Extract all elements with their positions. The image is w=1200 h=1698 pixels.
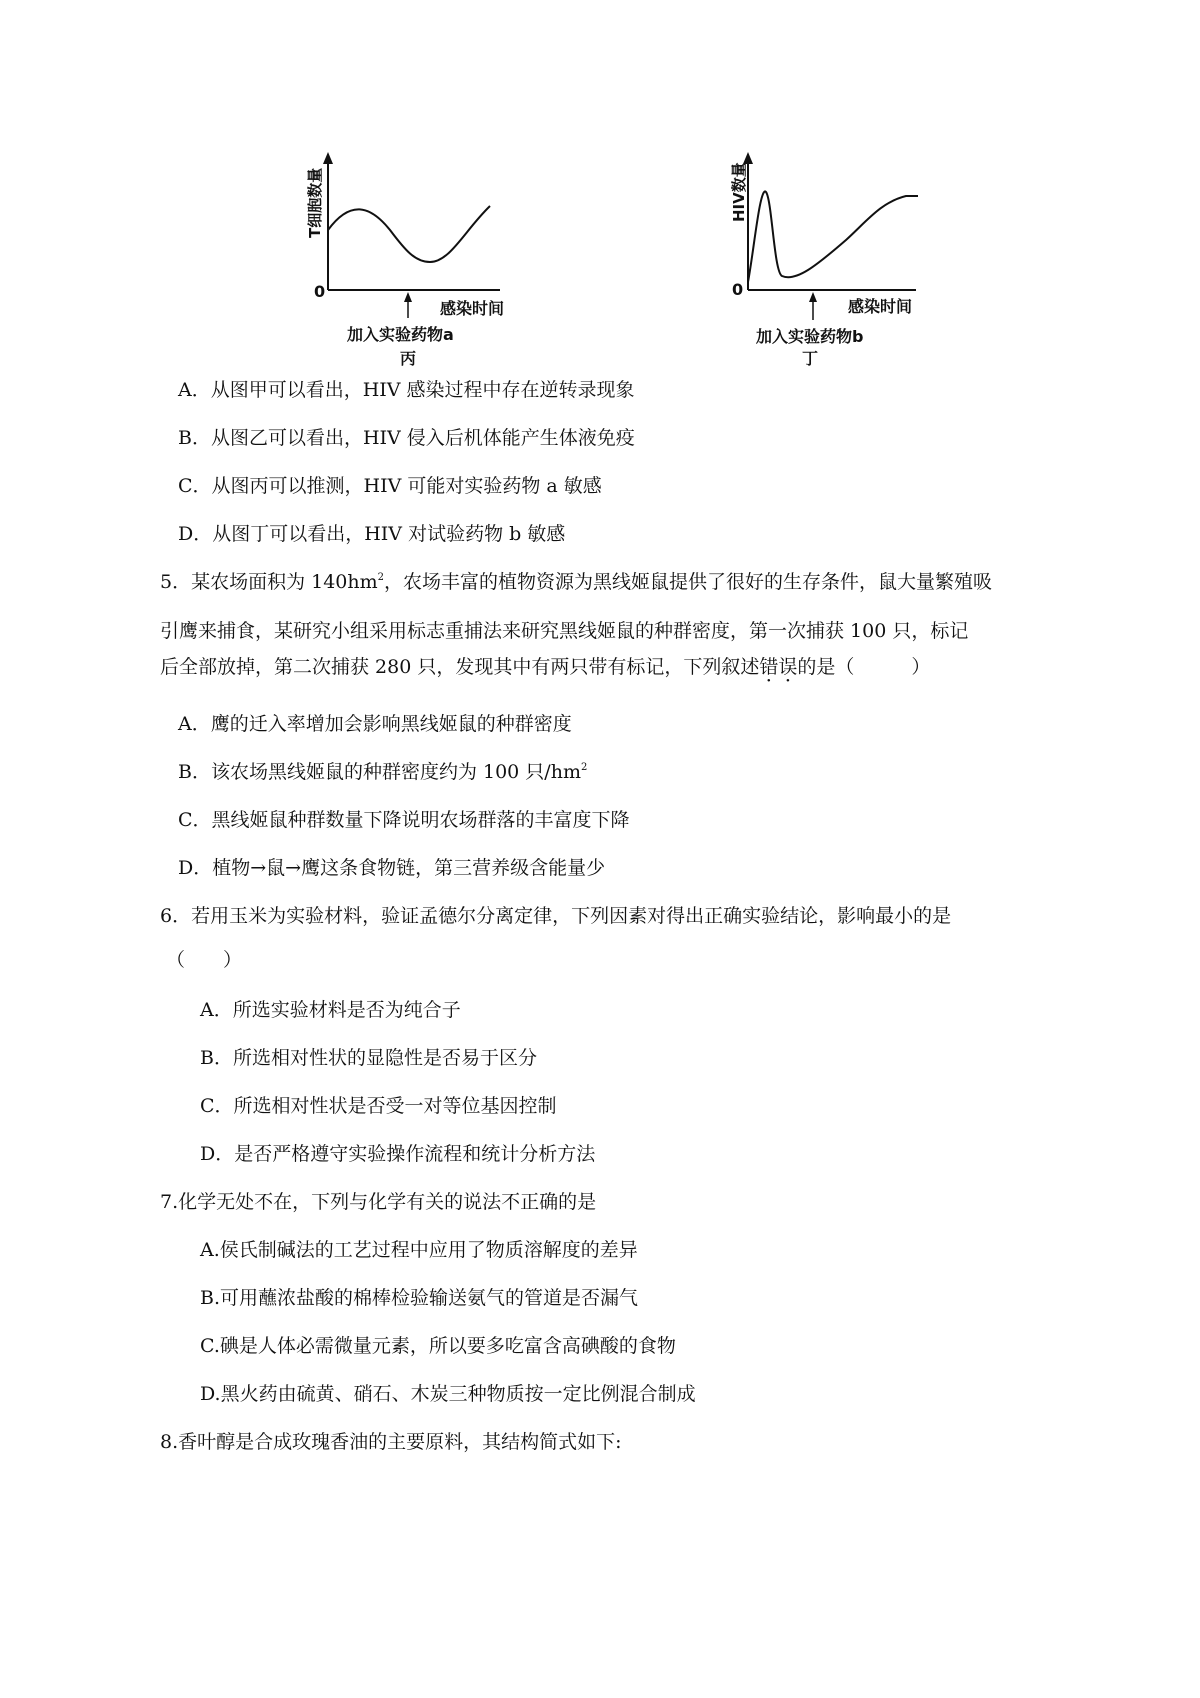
q6-option-b: B．所选相对性状的显隐性是否易于区分 <box>200 1047 537 1069</box>
arrow-up-icon <box>809 292 817 302</box>
t-cell-curve <box>328 206 490 262</box>
q5-option-c: C．黑线姬鼠种群数量下降说明农场群落的丰富度下降 <box>178 809 630 831</box>
q4-option-c: C．从图丙可以推测，HIV 可能对实验药物 a 敏感 <box>178 475 602 497</box>
q4-option-d: D．从图丁可以看出，HIV 对试验药物 b 敏感 <box>178 523 566 545</box>
q5-stem-part: 后全部放掉，第二次捕获 280 只，发现其中有两只带有标记，下列叙述 <box>160 656 760 678</box>
emphasis-char: 误 <box>778 656 798 678</box>
y-axis-label: T细胞数量 <box>306 167 324 238</box>
q7-option-c: C.碘是人体必需微量元素，所以要多吃富含高碘酸的食物 <box>200 1335 676 1357</box>
origin-label: 0 <box>314 282 326 301</box>
figure-bing <box>300 150 520 368</box>
figure-caption: 丁 <box>802 349 819 368</box>
hiv-curve <box>748 191 918 282</box>
y-axis-arrow-icon <box>323 152 333 164</box>
q6-stem-line1: 6．若用玉米为实验材料，验证孟德尔分离定律，下列因素对得出正确实验结论，影响最小的是 <box>160 905 952 927</box>
q6-stem-line2: （ ） <box>166 949 243 971</box>
x-axis-label: 感染时间 <box>848 297 913 316</box>
q4-option-b: B．从图乙可以看出，HIV 侵入后机体能产生体液免疫 <box>178 427 635 449</box>
q4-option-a: A．从图甲可以看出，HIV 感染过程中存在逆转录现象 <box>178 379 635 401</box>
arrow-up-icon <box>404 292 412 302</box>
q8-stem: 8.香叶醇是合成玫瑰香油的主要原料，其结构简式如下: <box>160 1431 622 1453</box>
q5-option-a: A．鹰的迁入率增加会影响黑线姬鼠的种群密度 <box>178 713 572 735</box>
q7-option-b: B.可用蘸浓盐酸的棉棒检验输送氨气的管道是否漏气 <box>200 1287 639 1309</box>
q5-stem-part: 的是（ ） <box>797 656 931 678</box>
superscript: 2 <box>580 762 588 773</box>
q7-stem: 7.化学无处不在，下列与化学有关的说法不正确的是 <box>160 1191 597 1213</box>
x-axis-label: 感染时间 <box>440 299 505 318</box>
q5-stem-part: ，农场丰富的植物资源为黑线姬鼠提供了很好的生存条件，鼠大量繁殖吸 <box>384 571 993 593</box>
drug-b-label: 加入实验药物b <box>756 327 864 346</box>
origin-label: 0 <box>732 280 744 299</box>
q5-option-d: D．植物→鼠→鹰这条食物链，第三营养级含能量少 <box>178 857 606 879</box>
superscript: 2 <box>377 572 385 583</box>
figure-ding <box>716 150 936 368</box>
q5-stem-part: 5．某农场面积为 140hm <box>160 571 378 593</box>
q6-option-a: A．所选实验材料是否为纯合子 <box>200 999 461 1021</box>
y-axis-label: HIV数量 <box>730 162 748 222</box>
q6-option-d: D．是否严格遵守实验操作流程和统计分析方法 <box>200 1143 596 1165</box>
q5-stem-line1 <box>160 568 992 596</box>
q7-option-d: D.黑火药由硫黄、硝石、木炭三种物质按一定比例混合制成 <box>200 1383 696 1405</box>
emphasis-char: 错 <box>759 656 779 678</box>
figure-caption: 丙 <box>400 349 417 368</box>
q5-option-b <box>178 758 587 786</box>
q5-stem-line2: 引鹰来捕食，某研究小组采用标志重捕法来研究黑线姬鼠的种群密度，第一次捕获 100 只，标记 <box>160 620 969 642</box>
q5-stem-line3 <box>160 653 930 681</box>
q5-option-b-text: B．该农场黑线姬鼠的种群密度约为 100 只/hm <box>178 761 581 783</box>
q7-option-a: A.侯氏制碱法的工艺过程中应用了物质溶解度的差异 <box>200 1239 638 1261</box>
q6-option-c: C．所选相对性状是否受一对等位基因控制 <box>200 1095 557 1117</box>
drug-a-label: 加入实验药物a <box>347 325 454 344</box>
